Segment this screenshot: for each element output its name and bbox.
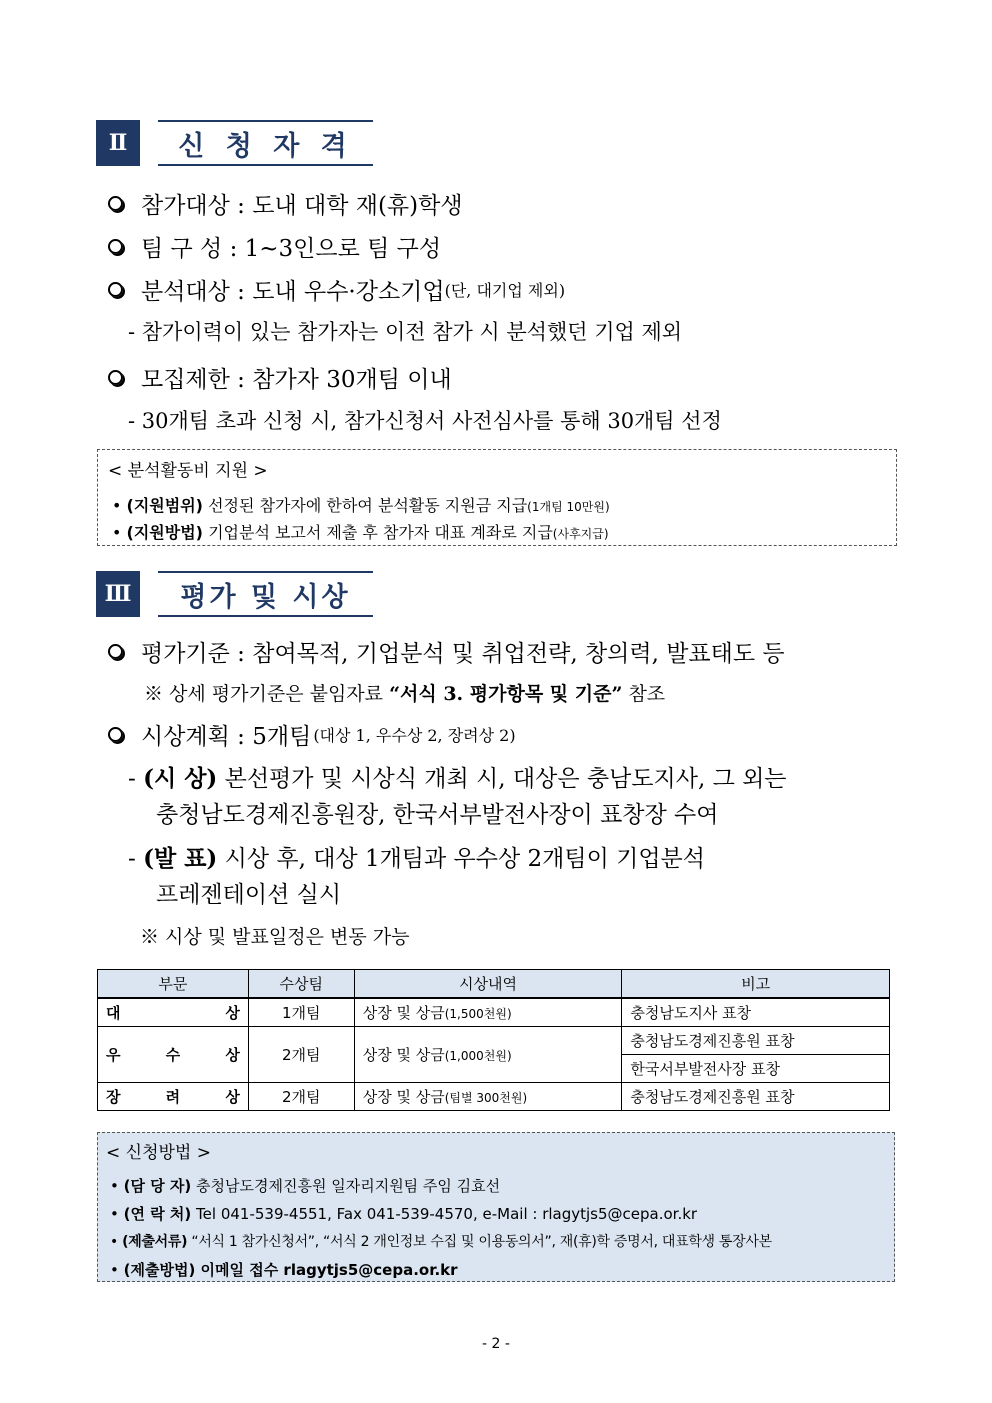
eval-note-ref: “서식 3. 평가항목 및 기준” — [389, 683, 623, 705]
cat-char: 대 — [106, 1004, 121, 1022]
cell-prize — [354, 1027, 622, 1083]
award-sub-1-cont: 충청남도경제진흥원장, 한국서부발전사장이 표창장 수여 — [156, 802, 719, 828]
item-target-sub: - 참가이력이 있는 참가자는 이전 참가 시 분석했던 기업 제외 — [128, 320, 683, 344]
table-row — [98, 998, 890, 1027]
prize-text: 상장 및 상금 — [362, 1004, 445, 1022]
item-note: (대상 1, 우수상 2, 장려상 2) — [313, 726, 516, 745]
cat-char: 수 — [165, 1046, 181, 1064]
cell-category — [98, 998, 249, 1027]
table-row — [98, 1083, 890, 1111]
apply-row — [110, 1175, 500, 1196]
circle-bullet-icon — [108, 239, 123, 254]
bullet-dot-icon: • — [112, 496, 122, 515]
prize-text: 상장 및 상금 — [362, 1046, 445, 1064]
apply-row-text: Tel 041-539-4551, Fax 041-539-4570, e-Mail : rlagytjs5@cepa.or.kr — [191, 1205, 698, 1223]
support-row-text: 선정된 참가자에 한하여 분석활동 지원금 지급 — [202, 496, 528, 515]
apply-row-text: 이메일 접수 rlagytjs5@cepa.or.kr — [195, 1261, 458, 1279]
bullet-dot-icon: • — [110, 1234, 118, 1250]
apply-box-title: < 신청방법 > — [106, 1143, 211, 1163]
prize-amount: (팀별 300천원) — [444, 1091, 528, 1105]
award-sub-label: (발 표) — [143, 845, 218, 872]
bullet-dot-icon: • — [110, 1261, 119, 1279]
apply-row — [110, 1231, 772, 1251]
eval-note — [144, 679, 665, 706]
cat-char: 상 — [225, 1004, 240, 1022]
cell-notes: 한국서부발전사장 표창 — [622, 1055, 890, 1083]
cell-category — [98, 1083, 249, 1111]
bullet-dot-icon: • — [110, 1177, 119, 1195]
cat-char: 려 — [165, 1088, 181, 1106]
cell-teams: 2개팀 — [248, 1083, 354, 1111]
prize-amount: (1,000천원) — [444, 1049, 512, 1063]
apply-row — [110, 1259, 458, 1280]
item-limit-sub: - 30개팀 초과 신청 시, 참가신청서 사전심사를 통해 30개팀 선정 — [128, 409, 722, 433]
item-team — [108, 230, 441, 263]
item-text: 시상계획 : 5개팀 — [141, 724, 312, 750]
award-sub-text: 시상 후, 대상 1개팀과 우수상 2개팀이 기업분석 — [217, 846, 705, 872]
table-header-row — [98, 970, 890, 999]
apply-row-text: “서식 1 참가신청서”, “서식 2 개인정보 수집 및 이용동의서”, 재(휴)학 증명서, 대표학생 통장사본 — [187, 1234, 772, 1250]
prize-text: 상장 및 상금 — [362, 1088, 445, 1106]
bullet-dot-icon: • — [112, 523, 122, 542]
apply-row-label: (담 당 자) — [123, 1177, 192, 1195]
cell-notes: 충청남도지사 표창 — [622, 998, 890, 1027]
circle-bullet-icon — [108, 644, 123, 659]
cell-teams: 2개팀 — [248, 1027, 354, 1083]
support-row-text: 기업분석 보고서 제출 후 참가자 대표 계좌로 지급 — [202, 523, 553, 542]
support-row — [112, 520, 609, 543]
circle-bullet-icon — [108, 727, 123, 742]
apply-box — [97, 1132, 895, 1282]
award-note: ※ 시상 및 발표일정은 변동 가능 — [140, 926, 410, 948]
cell-teams: 1개팀 — [248, 998, 354, 1027]
cell-notes: 충청남도경제진흥원 표창 — [622, 1027, 890, 1055]
apply-row-text: 충청남도경제진흥원 일자리지원팀 주임 김효선 — [191, 1177, 501, 1195]
circle-bullet-icon — [108, 196, 123, 211]
cat-char: 상 — [225, 1046, 240, 1064]
item-award-plan — [108, 718, 516, 751]
cat-char: 우 — [106, 1046, 121, 1064]
section3-number: Ⅲ — [96, 571, 140, 617]
item-target — [108, 273, 565, 306]
support-box-title: < 분석활동비 지원 > — [108, 461, 268, 481]
item-participants — [108, 187, 463, 220]
cell-prize — [354, 1083, 622, 1111]
support-row — [112, 493, 610, 516]
award-sub-text: 본선평가 및 시상식 개최 시, 대상은 충남도지사, 그 외는 — [217, 766, 787, 792]
section2-number: Ⅱ — [96, 120, 140, 166]
apply-row-label: (연 락 처) — [123, 1205, 192, 1223]
award-sub-1: - (시 상) 본선평가 및 시상식 개최 시, 대상은 충남도지사, 그 외는 — [128, 765, 787, 792]
support-row-note: (1개팀 10만원) — [527, 500, 610, 514]
support-row-label: (지원방법) — [126, 523, 203, 542]
bullet-dot-icon: • — [110, 1205, 119, 1223]
cell-notes: 충청남도경제진흥원 표창 — [622, 1083, 890, 1111]
award-sub-2-cont: 프레젠테이션 실시 — [156, 882, 342, 908]
item-text: 모집제한 : 참가자 30개팀 이내 — [141, 367, 452, 393]
section2-title: 신 청 자 격 — [158, 120, 373, 166]
apply-row-label: (제출방법) — [123, 1261, 196, 1279]
award-sub-2: - (발 표) 시상 후, 대상 1개팀과 우수상 2개팀이 기업분석 — [128, 845, 705, 872]
item-text: 평가기준 : 참여목적, 기업분석 및 취업전략, 창의력, 발표태도 등 — [141, 641, 785, 667]
support-box — [97, 449, 897, 546]
table-row — [98, 1027, 890, 1055]
cell-prize — [354, 998, 622, 1027]
col-header: 시상내역 — [354, 970, 622, 999]
cell-category — [98, 1027, 249, 1083]
col-header: 비고 — [622, 970, 890, 999]
item-text: 참가대상 : 도내 대학 재(휴)학생 — [141, 193, 463, 219]
prize-amount: (1,500천원) — [444, 1007, 512, 1021]
support-row-note: (사후지급) — [552, 527, 609, 541]
item-eval — [108, 635, 785, 668]
section3-title: 평가 및 시상 — [158, 571, 373, 617]
apply-row-label: (제출서류) — [122, 1234, 188, 1250]
circle-bullet-icon — [108, 282, 123, 297]
eval-note-text: ※ 상세 평가기준은 붙임자료 — [144, 683, 390, 705]
item-text: 분석대상 : 도내 우수·강소기업 — [141, 279, 445, 305]
col-header: 부문 — [98, 970, 249, 999]
item-limit — [108, 361, 452, 394]
col-header: 수상팀 — [248, 970, 354, 999]
item-note: (단, 대기업 제외) — [444, 281, 566, 300]
circle-bullet-icon — [108, 370, 123, 385]
award-table — [97, 969, 890, 1111]
page-number: - 2 - — [482, 1336, 510, 1352]
item-text: 팀 구 성 : 1~3인으로 팀 구성 — [141, 236, 442, 262]
award-sub-label: (시 상) — [143, 765, 218, 792]
eval-note-text: 참조 — [622, 683, 666, 705]
apply-row — [110, 1203, 697, 1224]
support-row-label: (지원범위) — [126, 496, 203, 515]
cat-char: 장 — [106, 1088, 121, 1106]
cat-char: 상 — [225, 1088, 240, 1106]
